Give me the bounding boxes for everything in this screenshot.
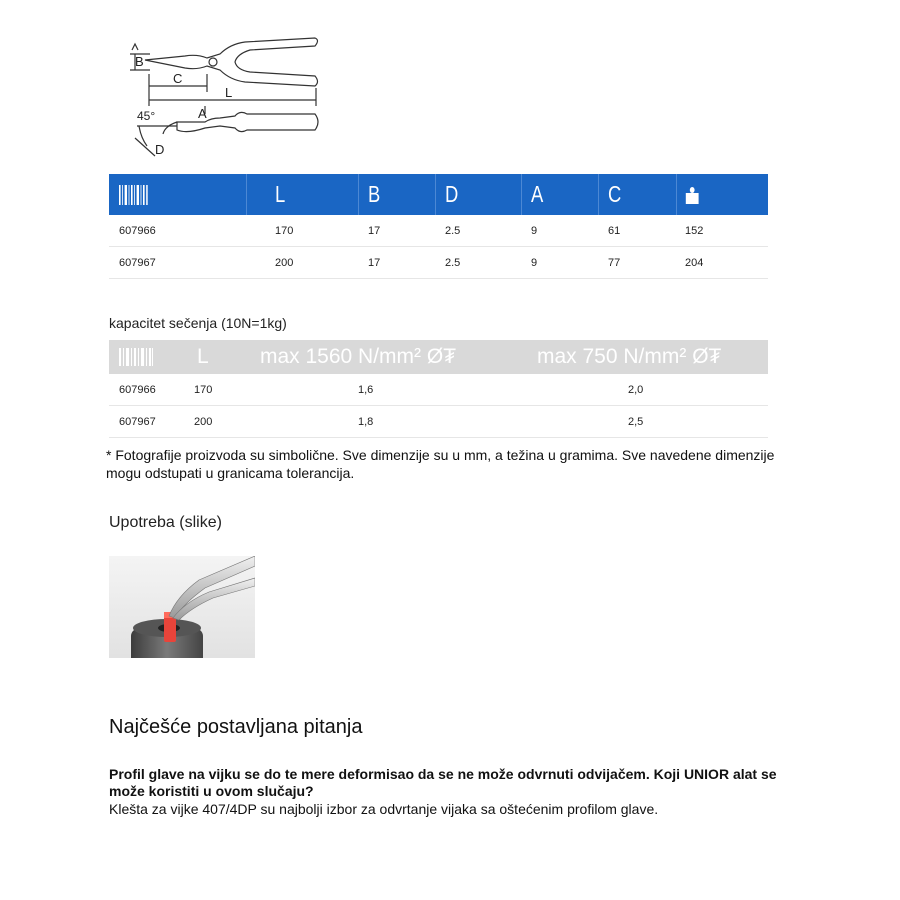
- cell-a: 9: [531, 256, 538, 269]
- cell-b: 17: [368, 256, 381, 269]
- disclaimer-note: * Fotografije proizvoda su simbolične. Sve dimenzije su u mm, a težina u gramima. Sve navedene dimenzije mogu odstupati u granicama tolerancija.: [106, 447, 775, 481]
- label-l: L: [225, 85, 233, 100]
- cell-d: 2.5: [445, 224, 461, 237]
- header-b: B: [368, 181, 381, 207]
- label-c: C: [173, 71, 183, 86]
- faq-answer: Klešta za vijke 407/4DP su najbolji izbor za odvrtanje vijaka sa oštećenim profilom glave.: [109, 801, 659, 817]
- header-d: D: [445, 181, 459, 207]
- header-c: C: [608, 181, 622, 207]
- weight-icon: [685, 174, 699, 215]
- cell-weight: 204: [685, 256, 704, 269]
- cell-l: 200: [194, 415, 213, 428]
- table-row: [109, 215, 768, 247]
- table-row: [109, 406, 768, 438]
- usage-heading: Upotreba (slike): [109, 514, 222, 531]
- cell-l: 170: [194, 383, 213, 396]
- header-max-750: max 750 N/mm² Ø₮: [537, 345, 722, 368]
- cell-c: 77: [608, 256, 621, 269]
- cutting-capacity-table: [109, 340, 768, 438]
- header-l: L: [275, 181, 286, 207]
- cell-max-750: 2,0: [628, 383, 644, 396]
- label-b: B: [135, 54, 144, 69]
- cell-b: 17: [368, 224, 381, 237]
- header-l: L: [197, 345, 209, 368]
- label-a: A: [198, 106, 207, 121]
- faq-heading: Najčešće postavljana pitanja: [109, 716, 363, 738]
- pliers-top-outline: [145, 38, 318, 86]
- cutting-table-header: [109, 340, 768, 374]
- cell-a: 9: [531, 224, 538, 237]
- label-angle: 45°: [137, 109, 156, 123]
- header-a: A: [531, 181, 544, 207]
- cell-d: 2.5: [445, 256, 461, 269]
- cell-code: 607967: [119, 256, 156, 269]
- label-d: D: [155, 142, 165, 157]
- cell-c: 61: [608, 224, 621, 237]
- header-max-1560: max 1560 N/mm² Ø₮: [260, 345, 457, 368]
- cell-code: 607966: [119, 224, 156, 237]
- table-row: [109, 247, 768, 279]
- cell-weight: 152: [685, 224, 704, 237]
- dimensions-table-header: [109, 174, 768, 215]
- cell-max-750: 2,5: [628, 415, 644, 428]
- pliers-dimension-diagram: [125, 30, 325, 160]
- barcode-icon: [119, 174, 148, 215]
- cell-max-1560: 1,6: [358, 383, 374, 396]
- usage-illustration: [109, 556, 255, 658]
- table-row: [109, 374, 768, 406]
- faq-question: Profil glave na vijku se do te mere deformisao da se ne može odvrnuti odvijačem. Koji UNIOR alat se može koristiti u ovom slučaju?: [109, 766, 777, 799]
- cell-code: 607966: [119, 383, 156, 396]
- cell-l: 170: [275, 224, 294, 237]
- cell-code: 607967: [119, 415, 156, 428]
- cell-l: 200: [275, 256, 294, 269]
- dimensions-table: [109, 174, 768, 279]
- barcode-icon: [119, 340, 153, 374]
- cell-max-1560: 1,8: [358, 415, 374, 428]
- cutting-capacity-caption: kapacitet sečenja (10N=1kg): [109, 315, 287, 331]
